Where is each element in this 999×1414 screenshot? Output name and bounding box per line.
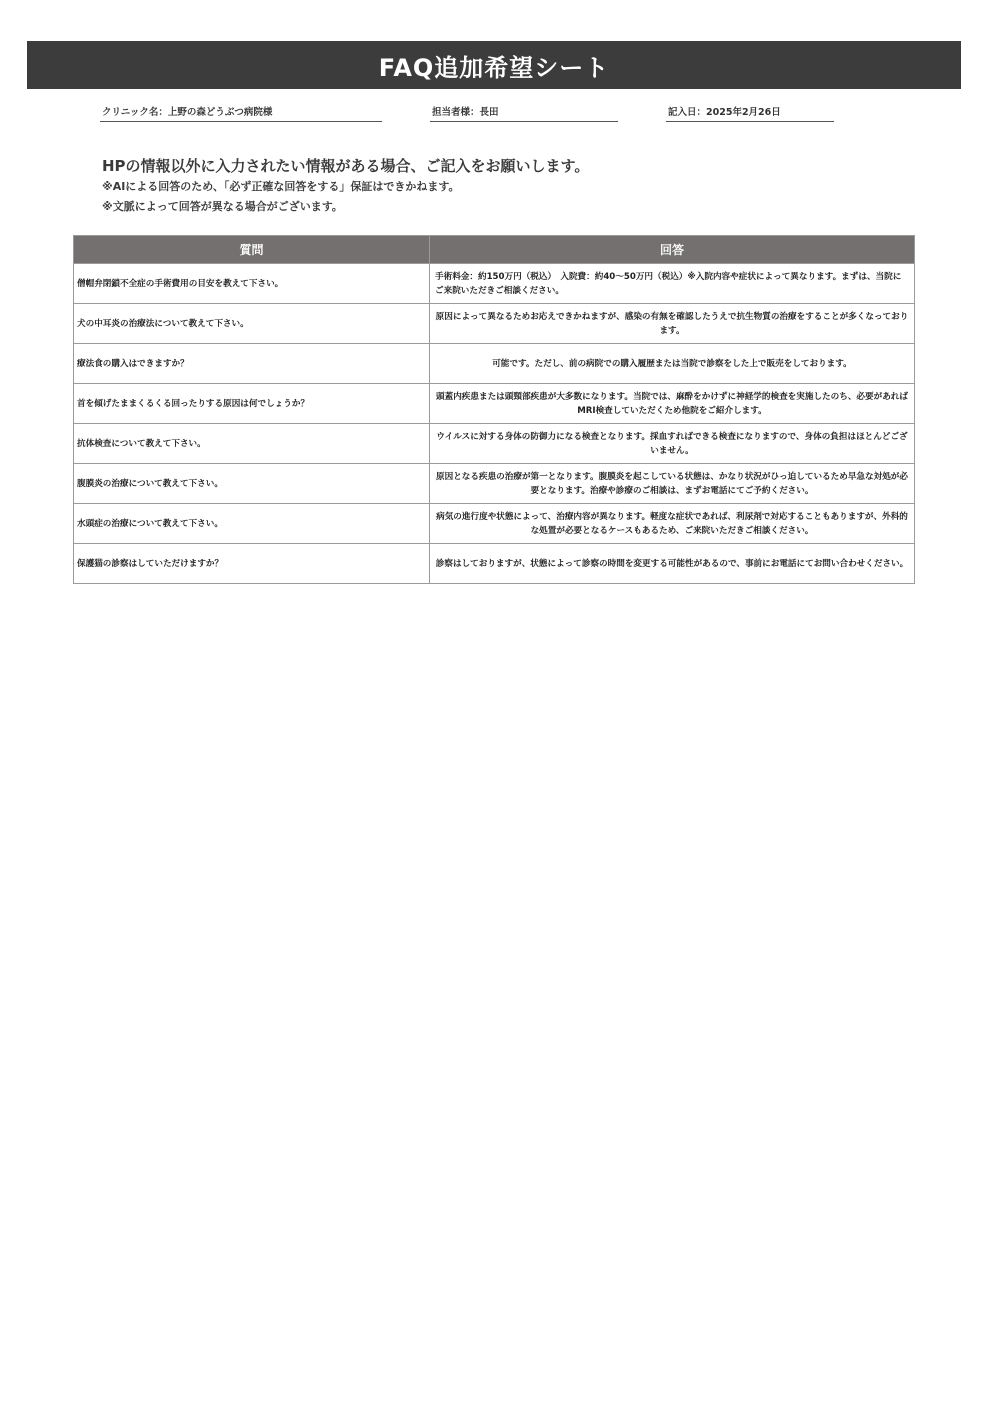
instructions-main: HPの情報以外に入力されたい情報がある場合、ご記入をお願いします。 [102,157,590,175]
faq-row [74,384,915,424]
faq-answer: 可能です。ただし、前の病院での購入履歴または当院で診察をした上で販売をしております。 [430,344,915,384]
faq-answer: 手術料金：約150万円（税込） 入院費：約40～50万円（税込）※入院内容や症状によって異なります。まずは、当院にご来院いただきご相談ください。 [430,264,915,304]
instructions-note-context: ※文脈によって回答が異なる場合がございます。 [102,200,343,213]
faq-question: 犬の中耳炎の治療法について教えて下さい。 [74,304,430,344]
page-title: FAQ追加希望シート [27,41,961,89]
faq-row [74,464,915,504]
faq-question: 抗体検査について教えて下さい。 [74,424,430,464]
faq-row [74,304,915,344]
faq-answer: 原因によって異なるためお応えできかねますが、感染の有無を確認したうえで抗生物質の治療をすることが多くなっております。 [430,304,915,344]
instructions-note-ai: ※AIによる回答のため、「必ず正確な回答をする」保証はできかねます。 [102,180,460,193]
clinic-name-field: クリニック名：上野の森どうぶつ病院様 [100,106,382,122]
faq-answer: 頭蓋内疾患または頭頸部疾患が大多数になります。当院では、麻酔をかけずに神経学的検査を実施したのち、必要があればMRI検査していただくため他院をご紹介します。 [430,384,915,424]
faq-question: 水頭症の治療について教えて下さい。 [74,504,430,544]
faq-header-row [74,236,915,264]
faq-row [74,504,915,544]
faq-answer: ウイルスに対する身体の防御力になる検査となります。採血すればできる検査になりますので、身体の負担はほとんどございません。 [430,424,915,464]
answer-column-header: 回答 [430,236,915,264]
faq-answer: 病気の進行度や状態によって、治療内容が異なります。軽度な症状であれば、利尿剤で対応することもありますが、外科的な処置が必要となるケースもあるため、ご来院いただきご相談ください。 [430,504,915,544]
faq-row [74,544,915,584]
staff-name-field: 担当者様：長田 [430,106,618,122]
faq-row [74,344,915,384]
instructions [102,155,902,217]
faq-question: 腹膜炎の治療について教えて下さい。 [74,464,430,504]
entry-date-field: 記入日：2025年2月26日 [666,106,834,122]
faq-question: 僧帽弁閉鎖不全症の手術費用の目安を教えて下さい。 [74,264,430,304]
faq-answer: 原因となる疾患の治療が第一となります。腹膜炎を起こしている状態は、かなり状況がひっ迫しているため早急な対処が必要となります。治療や診療のご相談は、まずお電話にてご予約ください。 [430,464,915,504]
faq-question: 首を傾げたままくるくる回ったりする原因は何でしょうか？ [74,384,430,424]
question-column-header: 質問 [74,236,430,264]
faq-table [73,235,915,584]
faq-question: 保護猫の診察はしていただけますか？ [74,544,430,584]
faq-row [74,264,915,304]
faq-question: 療法食の購入はできますか？ [74,344,430,384]
faq-answer: 診察はしておりますが、状態によって診察の時間を変更する可能性があるので、事前にお電話にてお問い合わせください。 [430,544,915,584]
faq-row [74,424,915,464]
